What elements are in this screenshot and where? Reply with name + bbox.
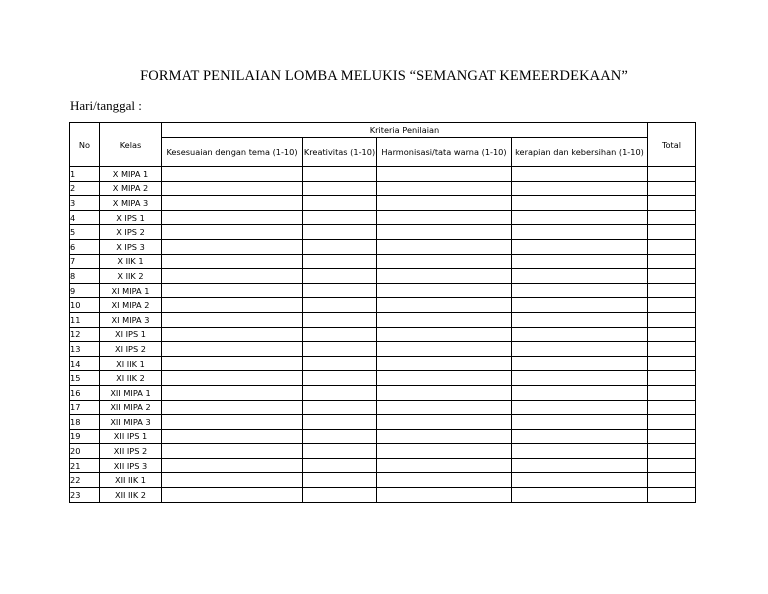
score-theme-cell[interactable] [162, 444, 303, 459]
score-total-cell[interactable] [648, 444, 696, 459]
table-row [70, 196, 696, 211]
score-theme-cell[interactable] [162, 415, 303, 430]
score-total-cell[interactable] [648, 371, 696, 386]
row-number: 23 [70, 488, 100, 503]
score-harmony-cell[interactable] [377, 167, 512, 182]
score-harmony-cell[interactable] [377, 269, 512, 284]
table-row [70, 356, 696, 371]
page-title: FORMAT PENILAIAN LOMBA MELUKIS “SEMANGAT KEMEERDEKAAN” [140, 68, 628, 84]
header-criteria-theme: Kesesuaian dengan tema (1-10) [162, 138, 303, 167]
score-creativity-cell[interactable] [303, 327, 377, 342]
score-harmony-cell[interactable] [377, 429, 512, 444]
table-row [70, 327, 696, 342]
score-neatness-cell[interactable] [512, 356, 648, 371]
table-row [70, 415, 696, 430]
score-theme-cell[interactable] [162, 283, 303, 298]
score-total-cell[interactable] [648, 488, 696, 503]
header-criteria-creativity: Kreativitas (1-10) [303, 138, 377, 167]
table-row [70, 298, 696, 313]
table-row [70, 385, 696, 400]
score-harmony-cell[interactable] [377, 196, 512, 211]
table-row [70, 312, 696, 327]
row-kelas: XI IPS 1 [100, 327, 162, 342]
score-theme-cell[interactable] [162, 356, 303, 371]
score-theme-cell[interactable] [162, 429, 303, 444]
row-kelas: XI IIK 2 [100, 371, 162, 386]
table-row [70, 400, 696, 415]
score-harmony-cell[interactable] [377, 415, 512, 430]
date-label: Hari/tanggal : [70, 98, 142, 113]
score-theme-cell[interactable] [162, 239, 303, 254]
score-harmony-cell[interactable] [377, 239, 512, 254]
score-total-cell[interactable] [648, 342, 696, 357]
score-total-cell[interactable] [648, 298, 696, 313]
row-kelas: XII IPS 2 [100, 444, 162, 459]
score-total-cell[interactable] [648, 167, 696, 182]
score-theme-cell[interactable] [162, 327, 303, 342]
score-neatness-cell[interactable] [512, 239, 648, 254]
score-total-cell[interactable] [648, 312, 696, 327]
score-harmony-cell[interactable] [377, 254, 512, 269]
score-harmony-cell[interactable] [377, 473, 512, 488]
score-harmony-cell[interactable] [377, 356, 512, 371]
table-row [70, 210, 696, 225]
score-neatness-cell[interactable] [512, 210, 648, 225]
score-theme-cell[interactable] [162, 371, 303, 386]
score-theme-cell[interactable] [162, 298, 303, 313]
row-kelas: X MIPA 3 [100, 196, 162, 211]
row-kelas: XI IPS 2 [100, 342, 162, 357]
row-number: 13 [70, 342, 100, 357]
score-creativity-cell[interactable] [303, 385, 377, 400]
row-number: 18 [70, 415, 100, 430]
score-neatness-cell[interactable] [512, 225, 648, 240]
score-total-cell[interactable] [648, 181, 696, 196]
score-creativity-cell[interactable] [303, 254, 377, 269]
row-kelas: XI IIK 1 [100, 356, 162, 371]
row-number: 22 [70, 473, 100, 488]
table-row [70, 371, 696, 386]
row-kelas: X MIPA 2 [100, 181, 162, 196]
row-kelas: XII IPS 3 [100, 458, 162, 473]
score-neatness-cell[interactable] [512, 415, 648, 430]
score-theme-cell[interactable] [162, 167, 303, 182]
score-creativity-cell[interactable] [303, 415, 377, 430]
row-number: 10 [70, 298, 100, 313]
row-number: 12 [70, 327, 100, 342]
header-kelas: Kelas [100, 123, 162, 167]
score-theme-cell[interactable] [162, 400, 303, 415]
score-neatness-cell[interactable] [512, 429, 648, 444]
row-number: 3 [70, 196, 100, 211]
table-body [70, 167, 696, 503]
row-number: 17 [70, 400, 100, 415]
header-criteria-harmony: Harmonisasi/tata warna (1-10) [377, 138, 512, 167]
score-neatness-cell[interactable] [512, 342, 648, 357]
row-number: 16 [70, 385, 100, 400]
score-harmony-cell[interactable] [377, 385, 512, 400]
score-neatness-cell[interactable] [512, 400, 648, 415]
score-harmony-cell[interactable] [377, 298, 512, 313]
header-criteria-neatness: kerapian dan kebersihan (1-10) [512, 138, 648, 167]
row-number: 21 [70, 458, 100, 473]
row-number: 20 [70, 444, 100, 459]
score-creativity-cell[interactable] [303, 342, 377, 357]
score-creativity-cell[interactable] [303, 196, 377, 211]
score-theme-cell[interactable] [162, 458, 303, 473]
row-kelas: XI MIPA 1 [100, 283, 162, 298]
table-row [70, 444, 696, 459]
row-number: 14 [70, 356, 100, 371]
row-kelas: X IIK 2 [100, 269, 162, 284]
score-creativity-cell[interactable] [303, 444, 377, 459]
table-row [70, 458, 696, 473]
row-kelas: XII MIPA 3 [100, 415, 162, 430]
score-harmony-cell[interactable] [377, 444, 512, 459]
score-neatness-cell[interactable] [512, 385, 648, 400]
score-creativity-cell[interactable] [303, 181, 377, 196]
score-theme-cell[interactable] [162, 312, 303, 327]
row-number: 1 [70, 167, 100, 182]
score-theme-cell[interactable] [162, 269, 303, 284]
score-neatness-cell[interactable] [512, 473, 648, 488]
table-row [70, 342, 696, 357]
row-kelas: XI MIPA 3 [100, 312, 162, 327]
row-number: 7 [70, 254, 100, 269]
score-creativity-cell[interactable] [303, 210, 377, 225]
score-theme-cell[interactable] [162, 181, 303, 196]
row-kelas: XI MIPA 2 [100, 298, 162, 313]
row-number: 9 [70, 283, 100, 298]
score-neatness-cell[interactable] [512, 283, 648, 298]
row-number: 11 [70, 312, 100, 327]
score-creativity-cell[interactable] [303, 429, 377, 444]
row-kelas: XII MIPA 1 [100, 385, 162, 400]
row-number: 2 [70, 181, 100, 196]
score-total-cell[interactable] [648, 210, 696, 225]
score-neatness-cell[interactable] [512, 269, 648, 284]
table-row [70, 473, 696, 488]
row-kelas: XII IIK 1 [100, 473, 162, 488]
score-table [69, 122, 696, 503]
score-total-cell[interactable] [648, 473, 696, 488]
score-creativity-cell[interactable] [303, 356, 377, 371]
score-neatness-cell[interactable] [512, 488, 648, 503]
score-neatness-cell[interactable] [512, 254, 648, 269]
row-kelas: XII IIK 2 [100, 488, 162, 503]
score-neatness-cell[interactable] [512, 327, 648, 342]
score-harmony-cell[interactable] [377, 400, 512, 415]
score-neatness-cell[interactable] [512, 181, 648, 196]
table-row [70, 239, 696, 254]
score-creativity-cell[interactable] [303, 371, 377, 386]
table-row [70, 167, 696, 182]
score-total-cell[interactable] [648, 385, 696, 400]
table-row [70, 283, 696, 298]
score-theme-cell[interactable] [162, 488, 303, 503]
score-neatness-cell[interactable] [512, 444, 648, 459]
score-creativity-cell[interactable] [303, 312, 377, 327]
score-total-cell[interactable] [648, 239, 696, 254]
table-row [70, 181, 696, 196]
score-harmony-cell[interactable] [377, 371, 512, 386]
row-kelas: X IPS 1 [100, 210, 162, 225]
score-neatness-cell[interactable] [512, 167, 648, 182]
score-theme-cell[interactable] [162, 196, 303, 211]
score-total-cell[interactable] [648, 415, 696, 430]
score-creativity-cell[interactable] [303, 298, 377, 313]
score-creativity-cell[interactable] [303, 473, 377, 488]
table-row [70, 429, 696, 444]
score-creativity-cell[interactable] [303, 488, 377, 503]
row-number: 6 [70, 239, 100, 254]
score-creativity-cell[interactable] [303, 225, 377, 240]
row-kelas: X IPS 2 [100, 225, 162, 240]
score-harmony-cell[interactable] [377, 225, 512, 240]
score-creativity-cell[interactable] [303, 458, 377, 473]
score-total-cell[interactable] [648, 225, 696, 240]
row-number: 15 [70, 371, 100, 386]
score-harmony-cell[interactable] [377, 312, 512, 327]
row-number: 5 [70, 225, 100, 240]
row-number: 4 [70, 210, 100, 225]
row-kelas: X IIK 1 [100, 254, 162, 269]
score-creativity-cell[interactable] [303, 400, 377, 415]
score-theme-cell[interactable] [162, 254, 303, 269]
score-harmony-cell[interactable] [377, 210, 512, 225]
row-kelas: XII IPS 1 [100, 429, 162, 444]
score-total-cell[interactable] [648, 254, 696, 269]
score-creativity-cell[interactable] [303, 239, 377, 254]
row-number: 8 [70, 269, 100, 284]
score-neatness-cell[interactable] [512, 312, 648, 327]
row-kelas: XII MIPA 2 [100, 400, 162, 415]
score-harmony-cell[interactable] [377, 283, 512, 298]
score-harmony-cell[interactable] [377, 342, 512, 357]
score-creativity-cell[interactable] [303, 283, 377, 298]
table-row [70, 254, 696, 269]
table-row [70, 269, 696, 284]
table-row [70, 488, 696, 503]
score-neatness-cell[interactable] [512, 371, 648, 386]
score-total-cell[interactable] [648, 356, 696, 371]
score-total-cell[interactable] [648, 196, 696, 211]
score-theme-cell[interactable] [162, 342, 303, 357]
score-total-cell[interactable] [648, 269, 696, 284]
score-harmony-cell[interactable] [377, 458, 512, 473]
row-kelas: X IPS 3 [100, 239, 162, 254]
header-criteria-group: Kriteria Penilaian [162, 123, 648, 138]
score-harmony-cell[interactable] [377, 327, 512, 342]
score-neatness-cell[interactable] [512, 458, 648, 473]
score-total-cell[interactable] [648, 429, 696, 444]
row-kelas: X MIPA 1 [100, 167, 162, 182]
table-row [70, 225, 696, 240]
score-neatness-cell[interactable] [512, 298, 648, 313]
score-theme-cell[interactable] [162, 385, 303, 400]
score-harmony-cell[interactable] [377, 488, 512, 503]
score-creativity-cell[interactable] [303, 269, 377, 284]
score-total-cell[interactable] [648, 327, 696, 342]
score-neatness-cell[interactable] [512, 196, 648, 211]
score-total-cell[interactable] [648, 283, 696, 298]
score-theme-cell[interactable] [162, 473, 303, 488]
score-total-cell[interactable] [648, 458, 696, 473]
row-number: 19 [70, 429, 100, 444]
score-creativity-cell[interactable] [303, 167, 377, 182]
header-total: Total [648, 123, 696, 167]
header-no: No [70, 123, 100, 167]
score-theme-cell[interactable] [162, 210, 303, 225]
score-total-cell[interactable] [648, 400, 696, 415]
score-theme-cell[interactable] [162, 225, 303, 240]
score-harmony-cell[interactable] [377, 181, 512, 196]
